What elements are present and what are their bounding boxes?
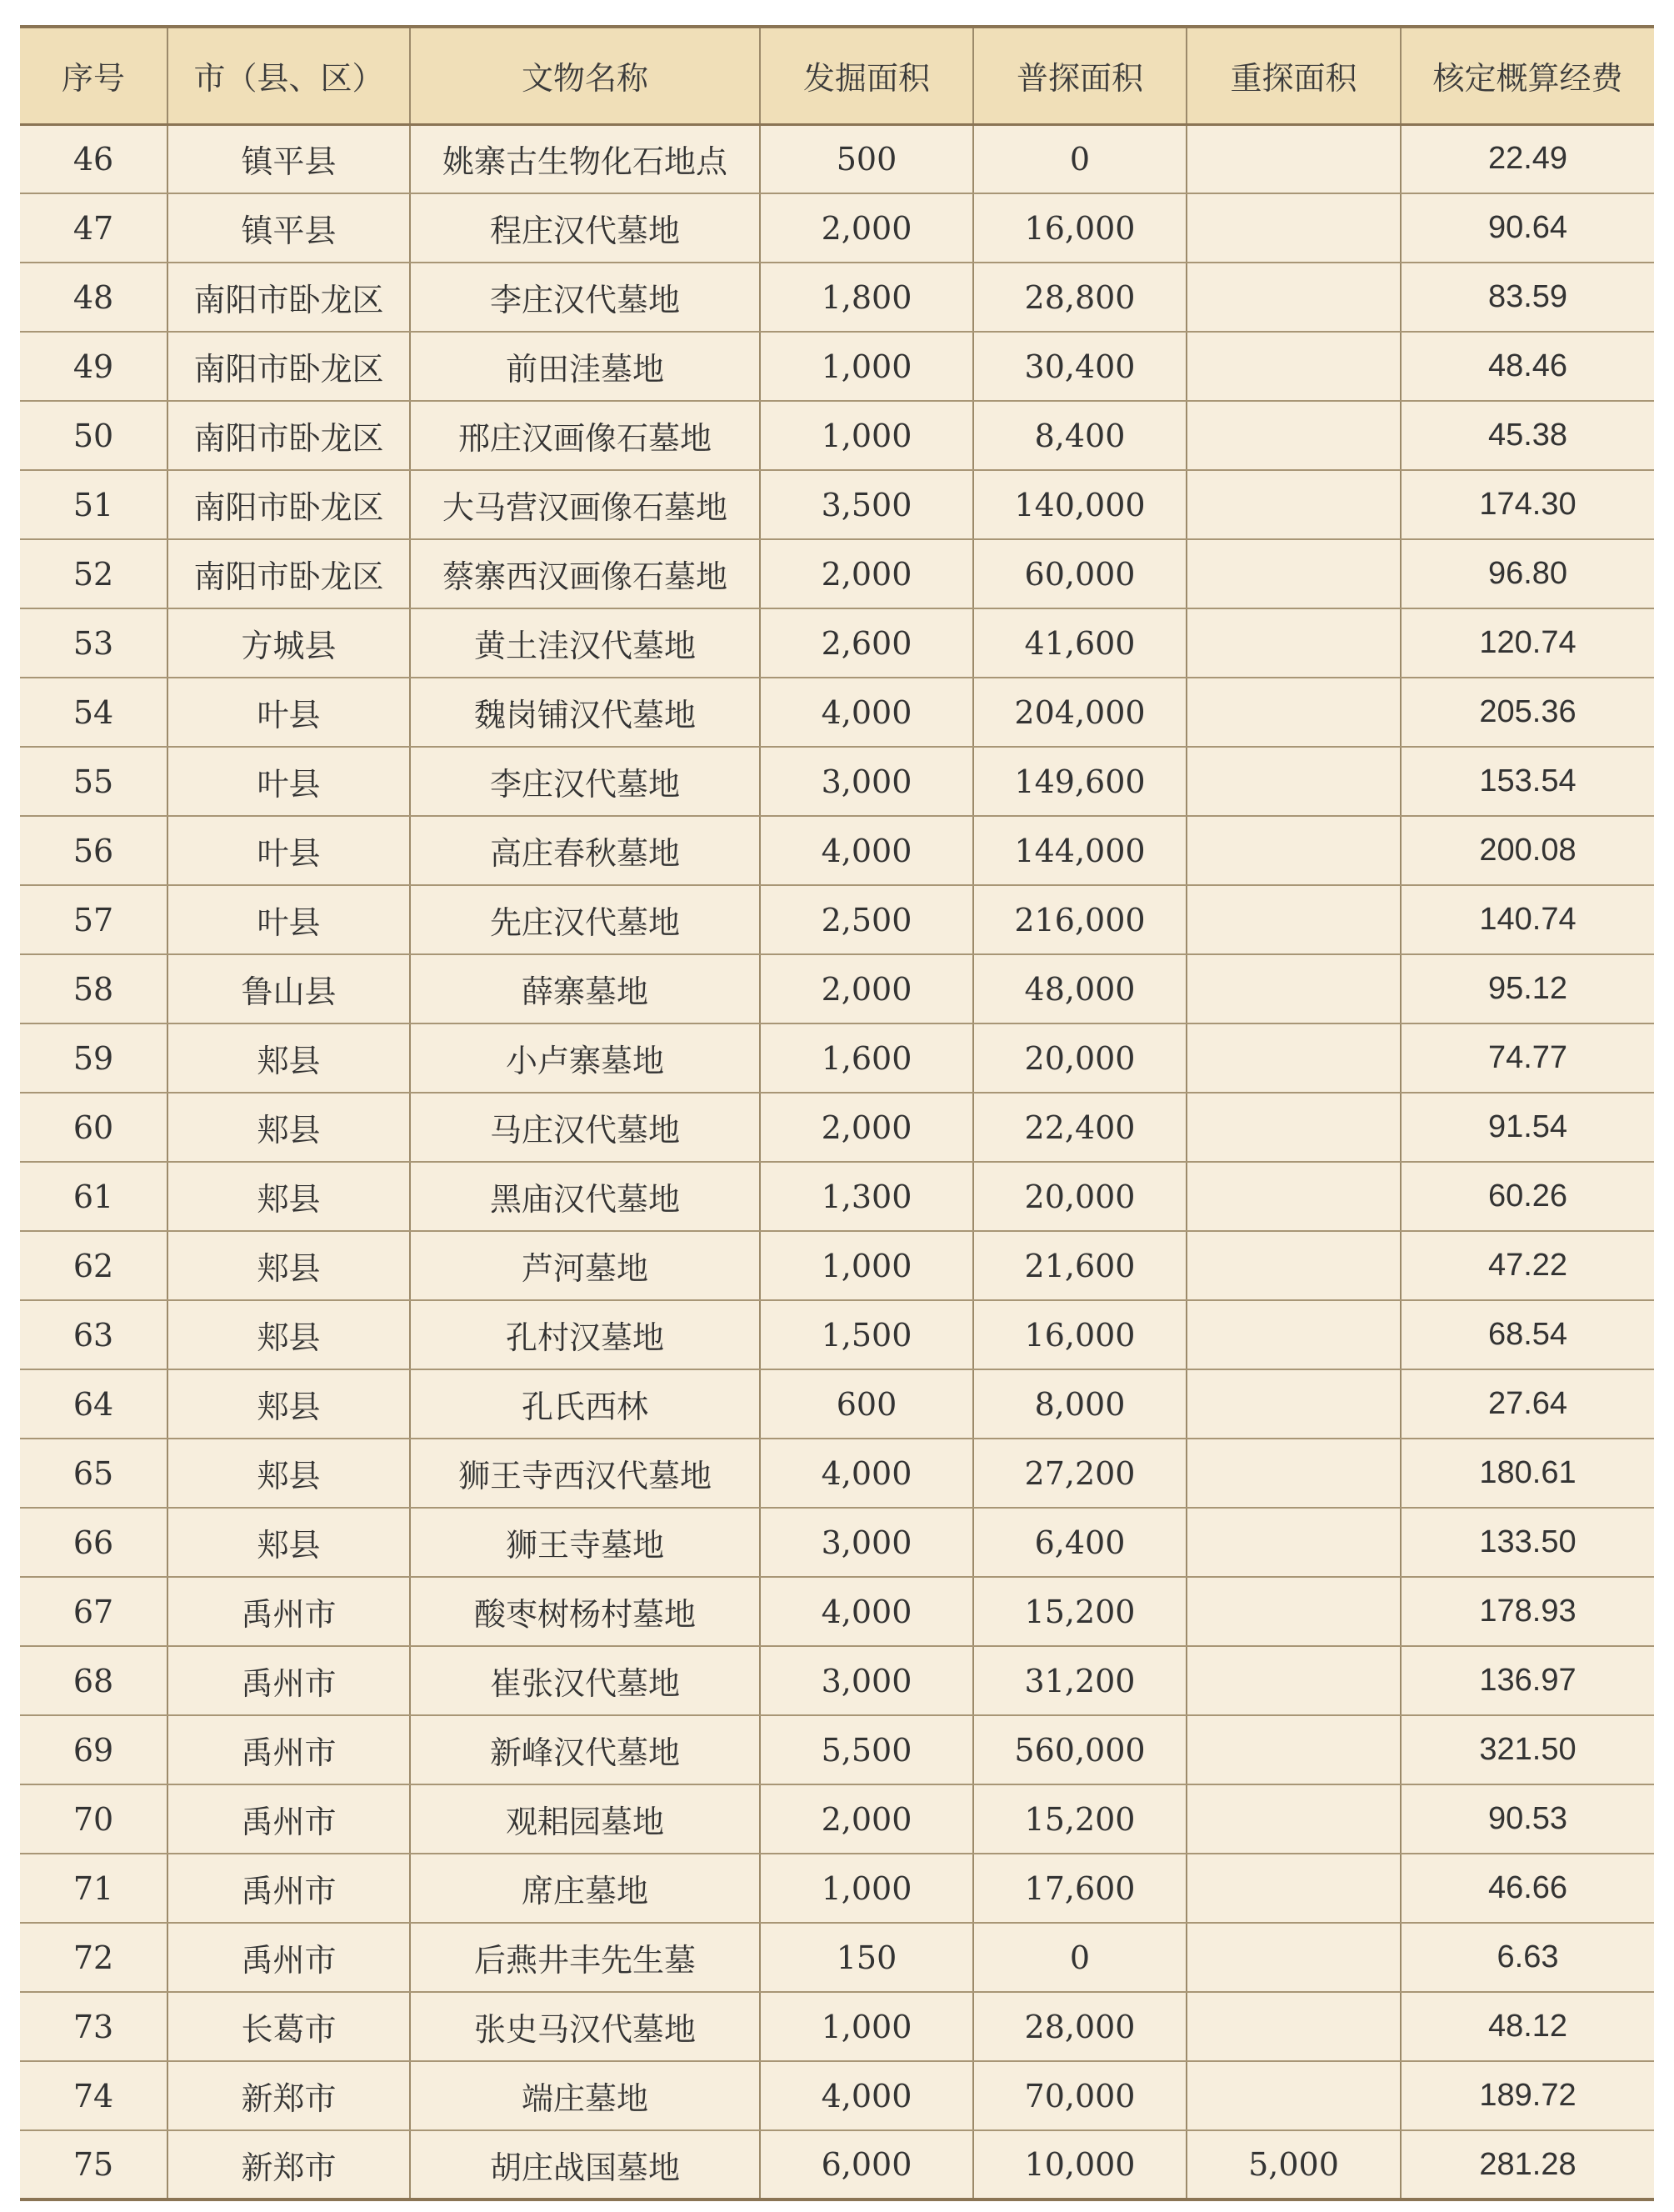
cell-relic-name: 姚寨古生物化石地点 xyxy=(410,124,760,193)
cell-key-survey-area xyxy=(1187,1439,1401,1508)
cell-index: 72 xyxy=(20,1923,167,1992)
cell-key-survey-area xyxy=(1187,1923,1401,1992)
table-row xyxy=(20,1784,1654,1854)
cell-relic-name: 邢庄汉画像石墓地 xyxy=(410,401,760,470)
cell-city-county: 南阳市卧龙区 xyxy=(167,332,410,401)
cell-excavation-area: 150 xyxy=(760,1923,973,1992)
table-row xyxy=(20,747,1654,816)
cell-excavation-area: 1,000 xyxy=(760,1231,973,1300)
cell-index: 59 xyxy=(20,1023,167,1093)
cell-relic-name: 高庄春秋墓地 xyxy=(410,816,760,885)
cell-excavation-area: 4,000 xyxy=(760,1439,973,1508)
cell-index: 52 xyxy=(20,539,167,608)
cell-city-county: 长葛市 xyxy=(167,1992,410,2061)
cell-excavation-area: 2,000 xyxy=(760,954,973,1023)
cell-excavation-area: 6,000 xyxy=(760,2130,973,2199)
cell-approved-budget: 91.54 xyxy=(1401,1093,1654,1162)
cell-city-county: 南阳市卧龙区 xyxy=(167,401,410,470)
cell-general-survey-area: 60,000 xyxy=(973,539,1187,608)
cell-key-survey-area xyxy=(1187,816,1401,885)
cell-approved-budget: 180.61 xyxy=(1401,1439,1654,1508)
cell-index: 58 xyxy=(20,954,167,1023)
table-row xyxy=(20,1231,1654,1300)
cell-index: 51 xyxy=(20,470,167,539)
cell-index: 48 xyxy=(20,263,167,332)
cell-relic-name: 席庄墓地 xyxy=(410,1854,760,1923)
cell-index: 60 xyxy=(20,1093,167,1162)
cell-relic-name: 观耜园墓地 xyxy=(410,1784,760,1854)
cell-approved-budget: 140.74 xyxy=(1401,885,1654,954)
cell-city-county: 新郑市 xyxy=(167,2061,410,2130)
cell-general-survey-area: 216,000 xyxy=(973,885,1187,954)
cell-general-survey-area: 28,000 xyxy=(973,1992,1187,2061)
relic-budget-table xyxy=(20,25,1654,2201)
header-general-survey-area: 普探面积 xyxy=(973,27,1187,124)
cell-city-county: 禹州市 xyxy=(167,1923,410,1992)
cell-key-survey-area xyxy=(1187,1508,1401,1577)
cell-general-survey-area: 15,200 xyxy=(973,1784,1187,1854)
cell-index: 55 xyxy=(20,747,167,816)
cell-city-county: 郏县 xyxy=(167,1508,410,1577)
cell-excavation-area: 4,000 xyxy=(760,2061,973,2130)
header-row xyxy=(20,27,1654,124)
cell-excavation-area: 2,500 xyxy=(760,885,973,954)
cell-city-county: 南阳市卧龙区 xyxy=(167,263,410,332)
table-row xyxy=(20,401,1654,470)
table-row xyxy=(20,1023,1654,1093)
cell-index: 70 xyxy=(20,1784,167,1854)
cell-index: 73 xyxy=(20,1992,167,2061)
cell-general-survey-area: 22,400 xyxy=(973,1093,1187,1162)
cell-general-survey-area: 41,600 xyxy=(973,608,1187,678)
cell-general-survey-area: 48,000 xyxy=(973,954,1187,1023)
table-row xyxy=(20,539,1654,608)
cell-general-survey-area: 149,600 xyxy=(973,747,1187,816)
cell-relic-name: 芦河墓地 xyxy=(410,1231,760,1300)
cell-city-county: 叶县 xyxy=(167,678,410,747)
table-row xyxy=(20,1369,1654,1439)
cell-excavation-area: 5,500 xyxy=(760,1715,973,1784)
cell-general-survey-area: 140,000 xyxy=(973,470,1187,539)
cell-relic-name: 酸枣树杨村墓地 xyxy=(410,1577,760,1646)
cell-relic-name: 孔氏西林 xyxy=(410,1369,760,1439)
cell-key-survey-area xyxy=(1187,332,1401,401)
cell-index: 69 xyxy=(20,1715,167,1784)
table-row xyxy=(20,1093,1654,1162)
cell-approved-budget: 45.38 xyxy=(1401,401,1654,470)
table-row xyxy=(20,1992,1654,2061)
cell-key-survey-area xyxy=(1187,401,1401,470)
cell-city-county: 郏县 xyxy=(167,1300,410,1369)
data-table-container xyxy=(20,25,1654,2201)
cell-approved-budget: 174.30 xyxy=(1401,470,1654,539)
cell-relic-name: 后燕井丰先生墓 xyxy=(410,1923,760,1992)
cell-city-county: 禹州市 xyxy=(167,1784,410,1854)
table-row xyxy=(20,608,1654,678)
cell-general-survey-area: 27,200 xyxy=(973,1439,1187,1508)
cell-excavation-area: 2,000 xyxy=(760,1093,973,1162)
cell-city-county: 郏县 xyxy=(167,1023,410,1093)
cell-excavation-area: 3,500 xyxy=(760,470,973,539)
cell-key-survey-area xyxy=(1187,1715,1401,1784)
cell-excavation-area: 2,000 xyxy=(760,539,973,608)
cell-relic-name: 狮王寺墓地 xyxy=(410,1508,760,1577)
cell-general-survey-area: 0 xyxy=(973,124,1187,193)
cell-city-county: 郏县 xyxy=(167,1093,410,1162)
cell-index: 49 xyxy=(20,332,167,401)
cell-approved-budget: 120.74 xyxy=(1401,608,1654,678)
table-row xyxy=(20,124,1654,193)
table-row xyxy=(20,470,1654,539)
cell-approved-budget: 281.28 xyxy=(1401,2130,1654,2199)
cell-general-survey-area: 31,200 xyxy=(973,1646,1187,1715)
cell-key-survey-area xyxy=(1187,1093,1401,1162)
cell-approved-budget: 96.80 xyxy=(1401,539,1654,608)
cell-city-county: 禹州市 xyxy=(167,1646,410,1715)
cell-excavation-area: 4,000 xyxy=(760,816,973,885)
table-row xyxy=(20,193,1654,263)
cell-excavation-area: 4,000 xyxy=(760,1577,973,1646)
cell-approved-budget: 90.53 xyxy=(1401,1784,1654,1854)
cell-approved-budget: 133.50 xyxy=(1401,1508,1654,1577)
cell-key-survey-area xyxy=(1187,470,1401,539)
cell-key-survey-area xyxy=(1187,1854,1401,1923)
cell-city-county: 叶县 xyxy=(167,816,410,885)
cell-key-survey-area xyxy=(1187,885,1401,954)
cell-key-survey-area xyxy=(1187,678,1401,747)
cell-key-survey-area xyxy=(1187,1300,1401,1369)
cell-city-county: 禹州市 xyxy=(167,1715,410,1784)
cell-city-county: 禹州市 xyxy=(167,1854,410,1923)
cell-general-survey-area: 20,000 xyxy=(973,1023,1187,1093)
cell-relic-name: 大马营汉画像石墓地 xyxy=(410,470,760,539)
cell-relic-name: 胡庄战国墓地 xyxy=(410,2130,760,2199)
cell-excavation-area: 1,000 xyxy=(760,332,973,401)
table-row xyxy=(20,1162,1654,1231)
table-row xyxy=(20,1508,1654,1577)
cell-general-survey-area: 17,600 xyxy=(973,1854,1187,1923)
cell-general-survey-area: 70,000 xyxy=(973,2061,1187,2130)
cell-approved-budget: 68.54 xyxy=(1401,1300,1654,1369)
table-row xyxy=(20,1715,1654,1784)
cell-index: 63 xyxy=(20,1300,167,1369)
cell-excavation-area: 1,800 xyxy=(760,263,973,332)
cell-general-survey-area: 16,000 xyxy=(973,193,1187,263)
table-row xyxy=(20,816,1654,885)
table-row xyxy=(20,1439,1654,1508)
cell-key-survey-area xyxy=(1187,1577,1401,1646)
cell-index: 67 xyxy=(20,1577,167,1646)
cell-index: 61 xyxy=(20,1162,167,1231)
cell-excavation-area: 1,500 xyxy=(760,1300,973,1369)
cell-city-county: 郏县 xyxy=(167,1439,410,1508)
header-index: 序号 xyxy=(20,27,167,124)
cell-general-survey-area: 144,000 xyxy=(973,816,1187,885)
cell-approved-budget: 153.54 xyxy=(1401,747,1654,816)
cell-city-county: 南阳市卧龙区 xyxy=(167,539,410,608)
cell-approved-budget: 27.64 xyxy=(1401,1369,1654,1439)
cell-general-survey-area: 0 xyxy=(973,1923,1187,1992)
table-row xyxy=(20,1923,1654,1992)
cell-index: 56 xyxy=(20,816,167,885)
cell-general-survey-area: 30,400 xyxy=(973,332,1187,401)
table-row xyxy=(20,1300,1654,1369)
cell-city-county: 禹州市 xyxy=(167,1577,410,1646)
cell-excavation-area: 500 xyxy=(760,124,973,193)
cell-approved-budget: 178.93 xyxy=(1401,1577,1654,1646)
cell-relic-name: 程庄汉代墓地 xyxy=(410,193,760,263)
cell-approved-budget: 74.77 xyxy=(1401,1023,1654,1093)
table-row xyxy=(20,1577,1654,1646)
cell-city-county: 鲁山县 xyxy=(167,954,410,1023)
cell-relic-name: 先庄汉代墓地 xyxy=(410,885,760,954)
cell-excavation-area: 2,000 xyxy=(760,1784,973,1854)
cell-general-survey-area: 560,000 xyxy=(973,1715,1187,1784)
cell-relic-name: 李庄汉代墓地 xyxy=(410,263,760,332)
cell-index: 68 xyxy=(20,1646,167,1715)
cell-excavation-area: 1,000 xyxy=(760,401,973,470)
cell-index: 50 xyxy=(20,401,167,470)
cell-approved-budget: 205.36 xyxy=(1401,678,1654,747)
table-header xyxy=(20,27,1654,124)
cell-approved-budget: 83.59 xyxy=(1401,263,1654,332)
cell-excavation-area: 600 xyxy=(760,1369,973,1439)
cell-key-survey-area xyxy=(1187,1992,1401,2061)
cell-city-county: 叶县 xyxy=(167,885,410,954)
cell-index: 47 xyxy=(20,193,167,263)
cell-relic-name: 黄土洼汉代墓地 xyxy=(410,608,760,678)
cell-approved-budget: 6.63 xyxy=(1401,1923,1654,1992)
cell-key-survey-area xyxy=(1187,1646,1401,1715)
cell-key-survey-area xyxy=(1187,1162,1401,1231)
cell-approved-budget: 200.08 xyxy=(1401,816,1654,885)
cell-relic-name: 马庄汉代墓地 xyxy=(410,1093,760,1162)
cell-relic-name: 崔张汉代墓地 xyxy=(410,1646,760,1715)
cell-excavation-area: 3,000 xyxy=(760,747,973,816)
header-key-survey-area: 重探面积 xyxy=(1187,27,1401,124)
header-excavation-area: 发掘面积 xyxy=(760,27,973,124)
cell-index: 74 xyxy=(20,2061,167,2130)
cell-city-county: 镇平县 xyxy=(167,124,410,193)
table-row xyxy=(20,263,1654,332)
cell-key-survey-area xyxy=(1187,124,1401,193)
table-row xyxy=(20,332,1654,401)
cell-general-survey-area: 16,000 xyxy=(973,1300,1187,1369)
cell-relic-name: 蔡寨西汉画像石墓地 xyxy=(410,539,760,608)
cell-excavation-area: 3,000 xyxy=(760,1508,973,1577)
cell-key-survey-area xyxy=(1187,747,1401,816)
cell-index: 75 xyxy=(20,2130,167,2199)
cell-relic-name: 张史马汉代墓地 xyxy=(410,1992,760,2061)
cell-city-county: 郏县 xyxy=(167,1369,410,1439)
cell-key-survey-area xyxy=(1187,1231,1401,1300)
cell-general-survey-area: 10,000 xyxy=(973,2130,1187,2199)
cell-approved-budget: 90.64 xyxy=(1401,193,1654,263)
cell-city-county: 郏县 xyxy=(167,1231,410,1300)
cell-city-county: 方城县 xyxy=(167,608,410,678)
cell-excavation-area: 1,300 xyxy=(760,1162,973,1231)
table-row xyxy=(20,1646,1654,1715)
cell-approved-budget: 47.22 xyxy=(1401,1231,1654,1300)
cell-index: 46 xyxy=(20,124,167,193)
cell-excavation-area: 4,000 xyxy=(760,678,973,747)
table-row xyxy=(20,2061,1654,2130)
cell-city-county: 郏县 xyxy=(167,1162,410,1231)
cell-general-survey-area: 20,000 xyxy=(973,1162,1187,1231)
cell-city-county: 南阳市卧龙区 xyxy=(167,470,410,539)
cell-relic-name: 李庄汉代墓地 xyxy=(410,747,760,816)
table-row xyxy=(20,678,1654,747)
cell-relic-name: 端庄墓地 xyxy=(410,2061,760,2130)
cell-relic-name: 新峰汉代墓地 xyxy=(410,1715,760,1784)
cell-index: 71 xyxy=(20,1854,167,1923)
cell-key-survey-area xyxy=(1187,2061,1401,2130)
cell-general-survey-area: 8,400 xyxy=(973,401,1187,470)
table-body xyxy=(20,124,1654,2199)
cell-key-survey-area xyxy=(1187,193,1401,263)
cell-excavation-area: 1,000 xyxy=(760,1992,973,2061)
table-row xyxy=(20,885,1654,954)
cell-approved-budget: 46.66 xyxy=(1401,1854,1654,1923)
cell-key-survey-area: 5,000 xyxy=(1187,2130,1401,2199)
cell-index: 64 xyxy=(20,1369,167,1439)
cell-relic-name: 小卢寨墓地 xyxy=(410,1023,760,1093)
cell-key-survey-area xyxy=(1187,263,1401,332)
header-city-county: 市（县、区） xyxy=(167,27,410,124)
cell-general-survey-area: 6,400 xyxy=(973,1508,1187,1577)
cell-key-survey-area xyxy=(1187,608,1401,678)
cell-key-survey-area xyxy=(1187,1784,1401,1854)
cell-relic-name: 薛寨墓地 xyxy=(410,954,760,1023)
cell-index: 57 xyxy=(20,885,167,954)
cell-excavation-area: 2,600 xyxy=(760,608,973,678)
cell-city-county: 叶县 xyxy=(167,747,410,816)
table-row xyxy=(20,2130,1654,2199)
cell-excavation-area: 1,600 xyxy=(760,1023,973,1093)
header-relic-name: 文物名称 xyxy=(410,27,760,124)
cell-key-survey-area xyxy=(1187,1369,1401,1439)
cell-approved-budget: 136.97 xyxy=(1401,1646,1654,1715)
cell-city-county: 镇平县 xyxy=(167,193,410,263)
cell-approved-budget: 48.46 xyxy=(1401,332,1654,401)
cell-index: 65 xyxy=(20,1439,167,1508)
cell-approved-budget: 189.72 xyxy=(1401,2061,1654,2130)
cell-key-survey-area xyxy=(1187,1023,1401,1093)
cell-relic-name: 黑庙汉代墓地 xyxy=(410,1162,760,1231)
cell-index: 53 xyxy=(20,608,167,678)
cell-relic-name: 前田洼墓地 xyxy=(410,332,760,401)
cell-city-county: 新郑市 xyxy=(167,2130,410,2199)
cell-approved-budget: 60.26 xyxy=(1401,1162,1654,1231)
cell-approved-budget: 321.50 xyxy=(1401,1715,1654,1784)
cell-general-survey-area: 204,000 xyxy=(973,678,1187,747)
cell-key-survey-area xyxy=(1187,954,1401,1023)
cell-general-survey-area: 15,200 xyxy=(973,1577,1187,1646)
cell-general-survey-area: 21,600 xyxy=(973,1231,1187,1300)
header-approved-budget: 核定概算经费 xyxy=(1401,27,1654,124)
cell-approved-budget: 22.49 xyxy=(1401,124,1654,193)
cell-key-survey-area xyxy=(1187,539,1401,608)
cell-index: 66 xyxy=(20,1508,167,1577)
cell-excavation-area: 3,000 xyxy=(760,1646,973,1715)
cell-relic-name: 狮王寺西汉代墓地 xyxy=(410,1439,760,1508)
cell-general-survey-area: 28,800 xyxy=(973,263,1187,332)
cell-index: 54 xyxy=(20,678,167,747)
cell-excavation-area: 2,000 xyxy=(760,193,973,263)
cell-approved-budget: 95.12 xyxy=(1401,954,1654,1023)
cell-approved-budget: 48.12 xyxy=(1401,1992,1654,2061)
cell-excavation-area: 1,000 xyxy=(760,1854,973,1923)
cell-index: 62 xyxy=(20,1231,167,1300)
table-row xyxy=(20,954,1654,1023)
cell-general-survey-area: 8,000 xyxy=(973,1369,1187,1439)
table-row xyxy=(20,1854,1654,1923)
cell-relic-name: 魏岗铺汉代墓地 xyxy=(410,678,760,747)
cell-relic-name: 孔村汉墓地 xyxy=(410,1300,760,1369)
